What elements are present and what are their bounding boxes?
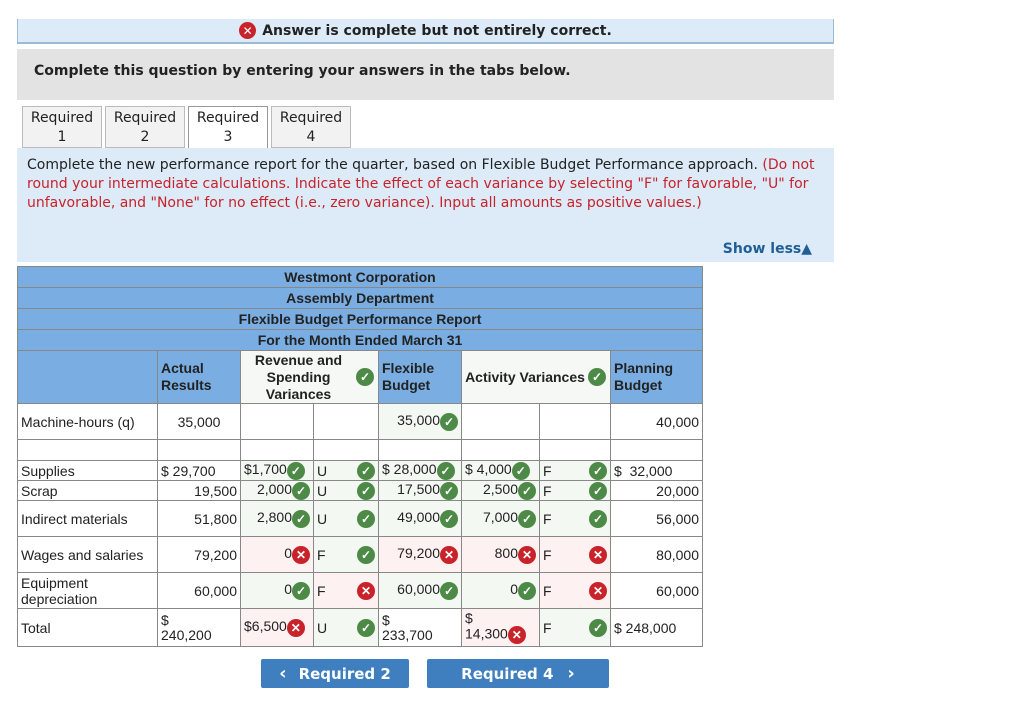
check-icon: ✓ xyxy=(440,510,458,528)
check-icon: ✓ xyxy=(356,368,374,386)
check-icon: ✓ xyxy=(518,510,536,528)
activity-header-label: Activity Variances xyxy=(465,368,585,385)
show-less-link[interactable]: Show less▲ xyxy=(722,241,812,257)
tab-required-3[interactable] xyxy=(188,106,268,150)
row-label: Indirect materials xyxy=(18,501,158,537)
av-type: F xyxy=(543,462,552,479)
report-title: Flexible Budget Performance Report xyxy=(18,309,703,330)
check-icon: ✓ xyxy=(357,482,375,500)
indirect-materials-row xyxy=(18,501,703,537)
check-icon: ✓ xyxy=(292,510,310,528)
prompt-note: (Do not round your intermediate calculations. Indicate the effect of each variance by selecting "F" for favorable, "U" for unfavorable, and "None" for no effect (i.e., zero variance). Input all amounts as positive values.) xyxy=(27,157,815,211)
planning-value: $ 32,000 xyxy=(611,461,703,481)
flex-value: $ 233,700 xyxy=(379,609,462,647)
av-amount: 800 xyxy=(494,545,518,562)
check-icon: ✓ xyxy=(357,510,375,528)
av-type-select[interactable] xyxy=(540,501,611,537)
actual-value: $ 240,200 xyxy=(158,609,241,647)
check-icon: ✓ xyxy=(518,582,536,600)
tab-label: Required xyxy=(113,110,177,126)
spacer-row xyxy=(18,440,703,461)
tab-required-1[interactable] xyxy=(22,106,102,148)
flex-value: 60,000 xyxy=(397,581,440,598)
rs-type: F xyxy=(317,546,326,563)
result-banner xyxy=(17,19,834,44)
rs-amount-input[interactable] xyxy=(241,404,314,440)
rs-amount: 2,000 xyxy=(256,481,292,498)
check-icon: ✓ xyxy=(440,582,458,600)
check-icon: ✓ xyxy=(287,462,305,480)
av-type-select[interactable] xyxy=(540,609,611,647)
flex-value-input[interactable] xyxy=(379,461,462,481)
tab-number: 4 xyxy=(306,129,316,145)
check-icon: ✓ xyxy=(292,482,310,500)
next-required-button[interactable] xyxy=(427,659,609,688)
av-type-select[interactable] xyxy=(540,537,611,573)
tab-label: Required xyxy=(196,110,260,126)
row-label: Scrap xyxy=(18,481,158,501)
chevron-left-icon: ‹ xyxy=(279,663,287,684)
department-title: Assembly Department xyxy=(18,288,703,309)
prev-required-button[interactable] xyxy=(261,659,409,688)
av-amount: $ 4,000 xyxy=(465,461,512,478)
rs-type-select[interactable] xyxy=(314,573,379,609)
av-type-select[interactable] xyxy=(540,461,611,481)
check-icon: ✓ xyxy=(357,619,375,637)
rs-amount: $1,700 xyxy=(244,461,287,478)
av-amount-input[interactable] xyxy=(462,404,540,440)
tab-number: 3 xyxy=(223,129,233,145)
flex-value-input[interactable] xyxy=(379,501,462,537)
flex-value: $ 28,000 xyxy=(382,461,437,478)
tab-bar xyxy=(22,106,354,150)
av-type: F xyxy=(543,510,552,527)
x-icon: ✕ xyxy=(287,619,305,637)
period-title: For the Month Ended March 31 xyxy=(18,330,703,351)
tab-required-4[interactable] xyxy=(271,106,351,148)
flex-value-input[interactable] xyxy=(379,573,462,609)
rev-spend-header-label: Revenue and Spending Variances xyxy=(254,351,343,402)
flex-value-input[interactable] xyxy=(379,481,462,501)
av-type: F xyxy=(543,619,552,636)
actual-value: 60,000 xyxy=(158,573,241,609)
flex-value-input[interactable] xyxy=(379,404,462,440)
check-icon: ✓ xyxy=(292,582,310,600)
tab-label: Required xyxy=(279,110,343,126)
av-amount-input[interactable] xyxy=(462,481,540,501)
planning-value: 56,000 xyxy=(611,501,703,537)
rs-amount-input[interactable] xyxy=(241,501,314,537)
av-amount-input[interactable] xyxy=(462,609,540,647)
av-amount: 7,000 xyxy=(482,509,518,526)
activity-variance-header[interactable] xyxy=(462,351,611,404)
rs-type: U xyxy=(317,510,328,527)
check-icon: ✓ xyxy=(589,482,607,500)
planning-value: 80,000 xyxy=(611,537,703,573)
rev-spend-variance-header[interactable] xyxy=(241,351,379,404)
rs-amount-input[interactable] xyxy=(241,481,314,501)
instruction-text: Complete this question by entering your answers in the tabs below. xyxy=(34,63,571,79)
check-icon: ✓ xyxy=(589,510,607,528)
x-icon: ✕ xyxy=(589,546,607,564)
x-icon: ✕ xyxy=(440,546,458,564)
av-type-select[interactable] xyxy=(540,481,611,501)
check-icon: ✓ xyxy=(589,462,607,480)
check-icon: ✓ xyxy=(512,462,530,480)
actual-value: 35,000 xyxy=(158,404,241,440)
tab-number: 2 xyxy=(140,129,150,145)
rs-type: U xyxy=(317,619,328,636)
machine-hours-row xyxy=(18,404,703,440)
x-icon: ✕ xyxy=(357,582,375,600)
check-icon: ✓ xyxy=(440,413,458,431)
check-icon: ✓ xyxy=(518,482,536,500)
total-row xyxy=(18,609,703,647)
equipment-depreciation-row xyxy=(18,573,703,609)
av-amount-input[interactable] xyxy=(462,537,540,573)
row-label: Equipment depreciation xyxy=(18,573,158,609)
actual-results-header: Actual Results xyxy=(158,351,241,404)
tab-number: 1 xyxy=(57,129,67,145)
actual-value: $ 29,700 xyxy=(158,461,241,481)
wages-salaries-row xyxy=(18,537,703,573)
rs-amount: $6,500 xyxy=(244,618,287,635)
rs-amount: 0 xyxy=(284,581,292,598)
row-label: Machine-hours (q) xyxy=(18,404,158,440)
flex-value-input[interactable] xyxy=(379,537,462,573)
actual-value: 79,200 xyxy=(158,537,241,573)
planning-value: 20,000 xyxy=(611,481,703,501)
flex-value: 49,000 xyxy=(397,509,440,526)
av-amount-input[interactable] xyxy=(462,573,540,609)
av-amount-input[interactable] xyxy=(462,461,540,481)
rs-type-select[interactable] xyxy=(314,404,379,440)
rs-type: U xyxy=(317,482,328,499)
rs-type: U xyxy=(317,462,328,479)
row-label: Total xyxy=(18,609,158,647)
x-icon: ✕ xyxy=(518,546,536,564)
row-label: Wages and salaries xyxy=(18,537,158,573)
rs-type-select[interactable] xyxy=(314,461,379,481)
check-icon: ✓ xyxy=(437,462,455,480)
supplies-row xyxy=(18,461,703,481)
chevron-right-icon: › xyxy=(567,663,575,684)
check-icon: ✓ xyxy=(440,482,458,500)
prompt-text: Complete the new performance report for the quarter, based on Flexible Budget Performance approach. xyxy=(27,157,758,173)
check-icon: ✓ xyxy=(588,368,606,386)
actual-value: 51,800 xyxy=(158,501,241,537)
row-label: Supplies xyxy=(18,461,158,481)
rs-amount-input[interactable] xyxy=(241,609,314,647)
label-header xyxy=(18,351,158,404)
check-icon: ✓ xyxy=(357,546,375,564)
actual-value: 19,500 xyxy=(158,481,241,501)
rs-type-select[interactable] xyxy=(314,537,379,573)
rs-type-select[interactable] xyxy=(314,609,379,647)
av-amount: 0 xyxy=(510,581,518,598)
rs-type-select[interactable] xyxy=(314,501,379,537)
scrap-row xyxy=(18,481,703,501)
rs-amount: 2,800 xyxy=(256,509,292,526)
av-type-select[interactable] xyxy=(540,573,611,609)
flex-value: 79,200 xyxy=(397,545,440,562)
check-icon: ✓ xyxy=(589,619,607,637)
x-icon: ✕ xyxy=(508,626,526,644)
flex-value: 35,000 xyxy=(397,412,440,429)
x-icon: ✕ xyxy=(589,582,607,600)
rs-type-select[interactable] xyxy=(314,481,379,501)
tab-label: Required xyxy=(30,110,94,126)
check-icon: ✓ xyxy=(357,462,375,480)
av-amount-input[interactable] xyxy=(462,501,540,537)
av-type: F xyxy=(543,582,552,599)
rs-type: F xyxy=(317,582,326,599)
flex-value: 17,500 xyxy=(397,481,440,498)
rs-amount: 0 xyxy=(284,545,292,562)
rs-amount-input[interactable] xyxy=(241,573,314,609)
planning-value: 40,000 xyxy=(611,404,703,440)
av-type: F xyxy=(543,482,552,499)
flexible-budget-header: Flexible Budget xyxy=(379,351,462,404)
x-circle-icon: ✕ xyxy=(239,22,256,39)
av-type-select[interactable] xyxy=(540,404,611,440)
prev-label: Required 2 xyxy=(298,664,391,683)
planning-value: 60,000 xyxy=(611,573,703,609)
planning-value: $ 248,000 xyxy=(611,609,703,647)
av-amount: 2,500 xyxy=(482,481,518,498)
rs-amount-input[interactable] xyxy=(241,537,314,573)
rs-amount-input[interactable] xyxy=(241,461,314,481)
performance-report-table xyxy=(17,266,703,647)
planning-budget-header: Planning Budget xyxy=(611,351,703,404)
company-title: Westmont Corporation xyxy=(18,267,703,288)
x-icon: ✕ xyxy=(292,546,310,564)
av-type: F xyxy=(543,546,552,563)
tab-required-2[interactable] xyxy=(105,106,185,148)
question-prompt xyxy=(17,148,834,262)
instruction-bar xyxy=(17,49,834,100)
av-amount: $ 14,300 xyxy=(465,610,508,642)
result-text: Answer is complete but not entirely correct. xyxy=(262,22,612,39)
next-label: Required 4 xyxy=(461,664,554,683)
